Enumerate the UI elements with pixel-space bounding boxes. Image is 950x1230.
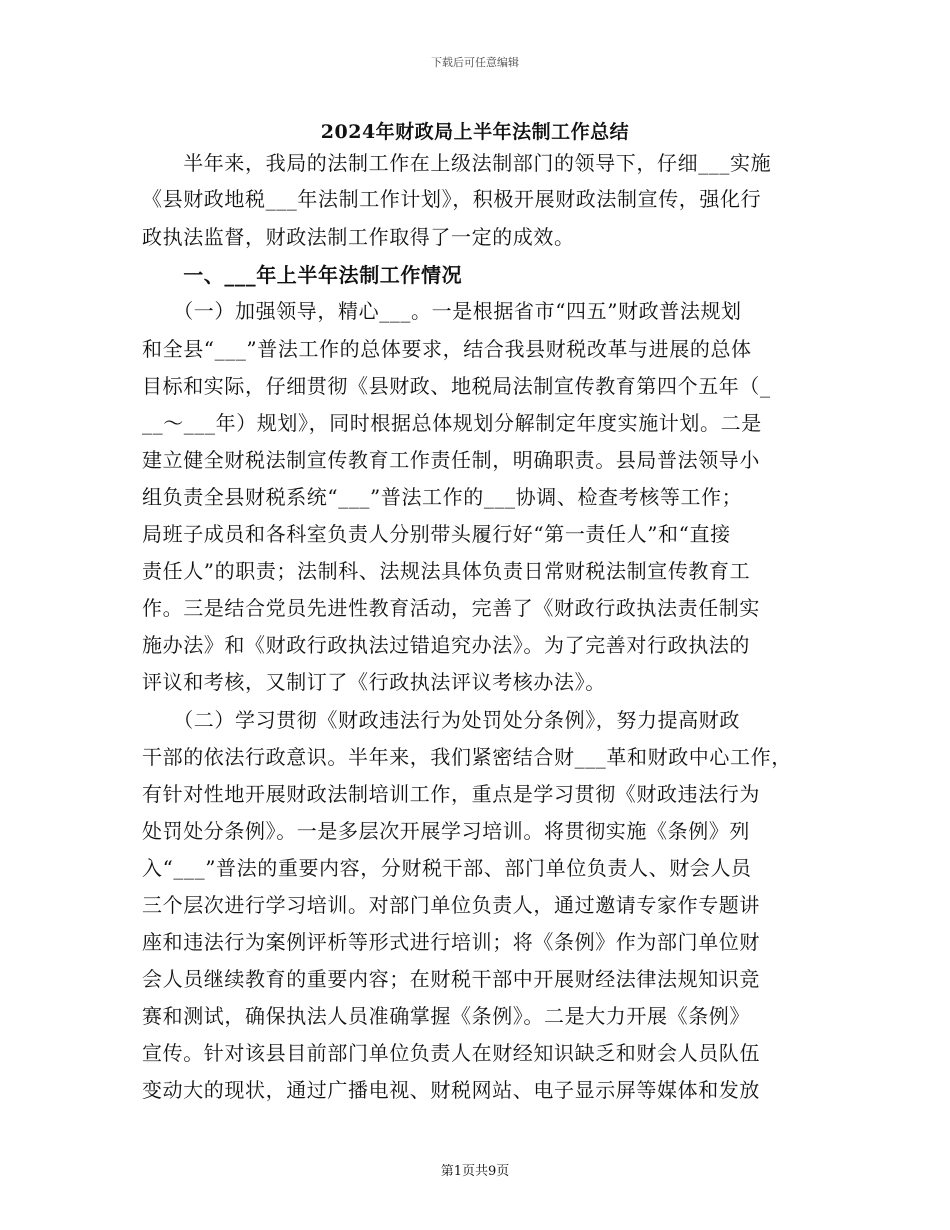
body-line: 座和违法行为案例评析等形式进行培训；将《条例》作为部门单位财 <box>142 930 760 954</box>
body-line: 作。三是结合党员先进性教育活动，完善了《财政行政执法责任制实 <box>142 596 760 620</box>
body-line: 三个层次进行学习培训。对部门单位负责人，通过邀请专家作专题讲 <box>142 893 760 917</box>
body-line: 会人员继续教育的重要内容；在财税干部中开展财经法律法规知识竞 <box>142 967 760 991</box>
body-line: 干部的依法行政意识。半年来，我们紧密结合财___革和财政中心工作， <box>142 745 792 769</box>
body-line: 处罚处分条例》。一是多层次开展学习培训。将贯彻实施《条例》列 <box>142 819 750 843</box>
body-line: 赛和测试，确保执法人员准确掌握《条例》。二是大力开展《条例》 <box>142 1004 750 1028</box>
body-line: 半年来，我局的法制工作在上级法制部门的领导下，仔细___实施 <box>142 151 772 175</box>
body-line: 和全县“___”普法工作的总体要求，结合我县财税改革与进展的总体 <box>142 337 752 361</box>
body-line: __～___年）规划》，同时根据总体规划分解制定年度实施计划。二是 <box>142 411 762 435</box>
body-line: 变动大的现状，通过广播电视、财税网站、电子显示屏等媒体和发放 <box>142 1078 760 1102</box>
body-line: 评议和考核，又制订了《行政执法评议考核办法》。 <box>142 670 606 694</box>
body-line: 宣传。针对该县目前部门单位负责人在财经知识缺乏和财会人员队伍 <box>142 1041 760 1065</box>
body-line: 有针对性地开展财政法制培训工作，重点是学习贯彻《财政违法行为 <box>142 782 760 806</box>
body-line: 责任人”的职责；法制科、法规法具体负责日常财税法制宣传教育工 <box>142 559 751 583</box>
body-line: （二）学习贯彻《财政违法行为处罚处分条例》，努力提高财政 <box>142 708 740 732</box>
body-line: 入“___”普法的重要内容，分财税干部、部门单位负责人、财会人员 <box>142 856 752 880</box>
page-number: 第1页共9页 <box>440 1164 510 1179</box>
body-line: （一）加强领导，精心___。一是根据省市“四五”财政普法规划 <box>142 299 742 323</box>
section-heading: 一、___年上半年法制工作情况 <box>142 263 463 287</box>
header-note: 下载后可任意编辑 <box>431 56 519 69</box>
body-line: 组负责全县财税系统“___”普法工作的___协调、检查考核等工作； <box>142 485 743 509</box>
body-line: 目标和实际，仔细贯彻《县财政、地税局法制宣传教育第四个五年（_ <box>142 374 771 398</box>
body-line: 《县财政地税___年法制工作计划》，积极开展财政法制宣传，强化行 <box>142 187 762 211</box>
body-line: 政执法监督，财政法制工作取得了一定的成效。 <box>142 225 575 249</box>
body-line: 建立健全财税法制宣传教育工作责任制，明确职责。县局普法领导小 <box>142 448 760 472</box>
body-line: 局班子成员和各科室负责人分别带头履行好“第一责任人”和“直接 <box>142 522 731 546</box>
document-title: 2024年财政局上半年法制工作总结 <box>320 121 630 143</box>
body-line: 施办法》和《财政行政执法过错追究办法》。为了完善对行政执法的 <box>142 633 750 657</box>
